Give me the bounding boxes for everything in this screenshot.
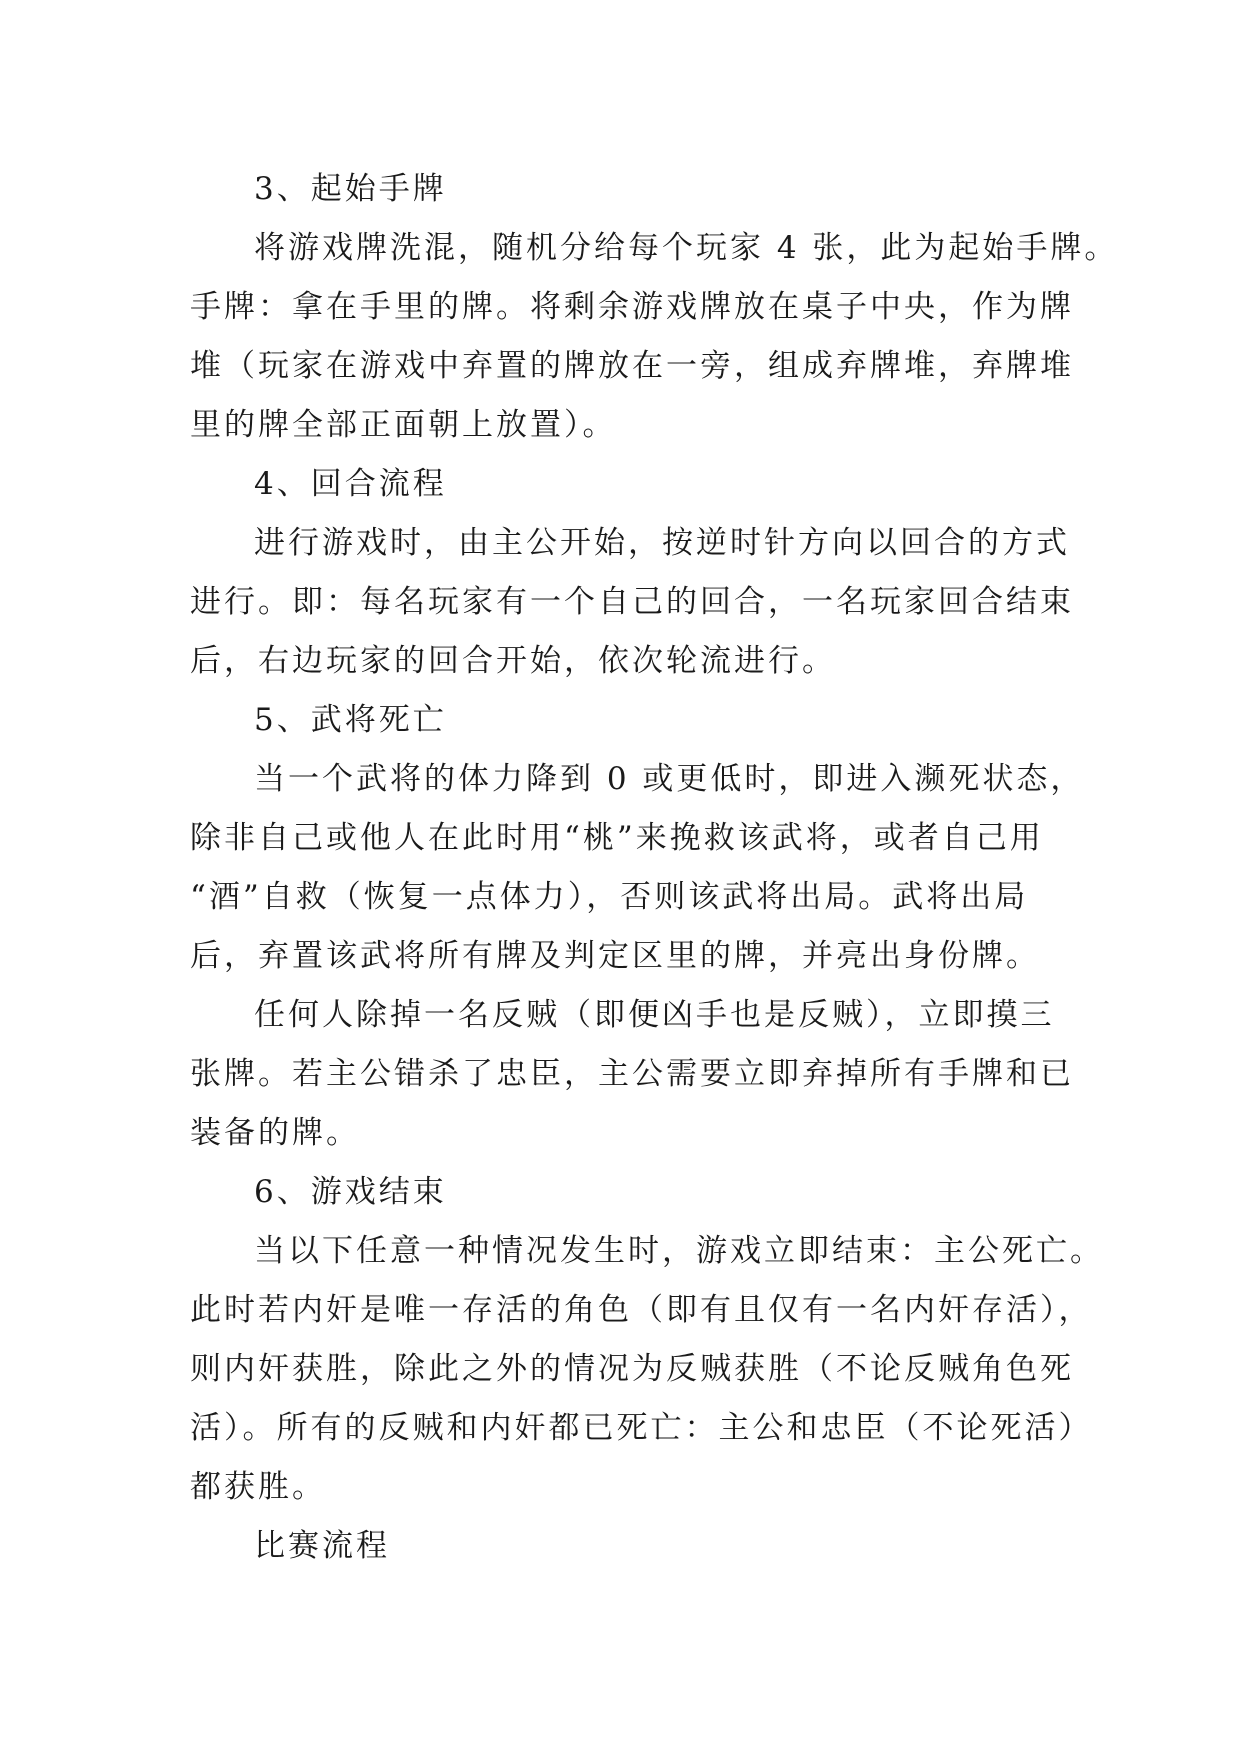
paragraph-line: 此时若内奸是唯一存活的角色（即有且仅有一名内奸存活）， — [190, 1292, 1093, 1328]
section-heading: 6、游戏结束 — [254, 1174, 447, 1210]
paragraph-line: 堆（玩家在游戏中弃置的牌放在一旁，组成弃牌堆，弃牌堆 — [190, 348, 1074, 384]
section-heading: 5、武将死亡 — [254, 702, 447, 738]
paragraph-line: 当一个武将的体力降到 0 或更低时，即进入濒死状态， — [254, 761, 1085, 797]
section-heading: 4、回合流程 — [254, 466, 447, 502]
paragraph-line: 后，弃置该武将所有牌及判定区里的牌，并亮出身份牌。 — [190, 938, 1040, 974]
paragraph-line: 装备的牌。 — [190, 1115, 360, 1151]
paragraph-line: 当以下任意一种情况发生时，游戏立即结束：主公死亡。 — [254, 1233, 1104, 1269]
paragraph-line: 则内奸获胜，除此之外的情况为反贼获胜（不论反贼角色死 — [190, 1351, 1074, 1387]
paragraph-line: 都获胜。 — [190, 1469, 326, 1505]
paragraph-line: 进行游戏时，由主公开始，按逆时针方向以回合的方式 — [254, 525, 1070, 561]
paragraph-line: 手牌：拿在手里的牌。将剩余游戏牌放在桌子中央，作为牌 — [190, 289, 1074, 325]
paragraph-line: 张牌。若主公错杀了忠臣，主公需要立即弃掉所有手牌和已 — [190, 1056, 1074, 1092]
paragraph-line: “酒”自救（恢复一点体力），否则该武将出局。武将出局 — [190, 879, 1029, 915]
paragraph-line: 后，右边玩家的回合开始，依次轮流进行。 — [190, 643, 836, 679]
paragraph-line: 将游戏牌洗混，随机分给每个玩家 4 张，此为起始手牌。 — [254, 230, 1119, 266]
closing-heading: 比赛流程 — [254, 1528, 390, 1564]
document-page — [190, 160, 1119, 1576]
paragraph-line: 除非自己或他人在此时用“桃”来挽救该武将，或者自己用 — [190, 820, 1044, 856]
section-heading: 3、起始手牌 — [254, 171, 447, 207]
paragraph-line: 任何人除掉一名反贼（即便凶手也是反贼），立即摸三 — [254, 997, 1055, 1033]
paragraph-line: 活）。所有的反贼和内奸都已死亡：主公和忠臣（不论死活） — [190, 1410, 1093, 1446]
paragraph-line: 里的牌全部正面朝上放置）。 — [190, 407, 617, 443]
paragraph-line: 进行。即：每名玩家有一个自己的回合，一名玩家回合结束 — [190, 584, 1074, 620]
